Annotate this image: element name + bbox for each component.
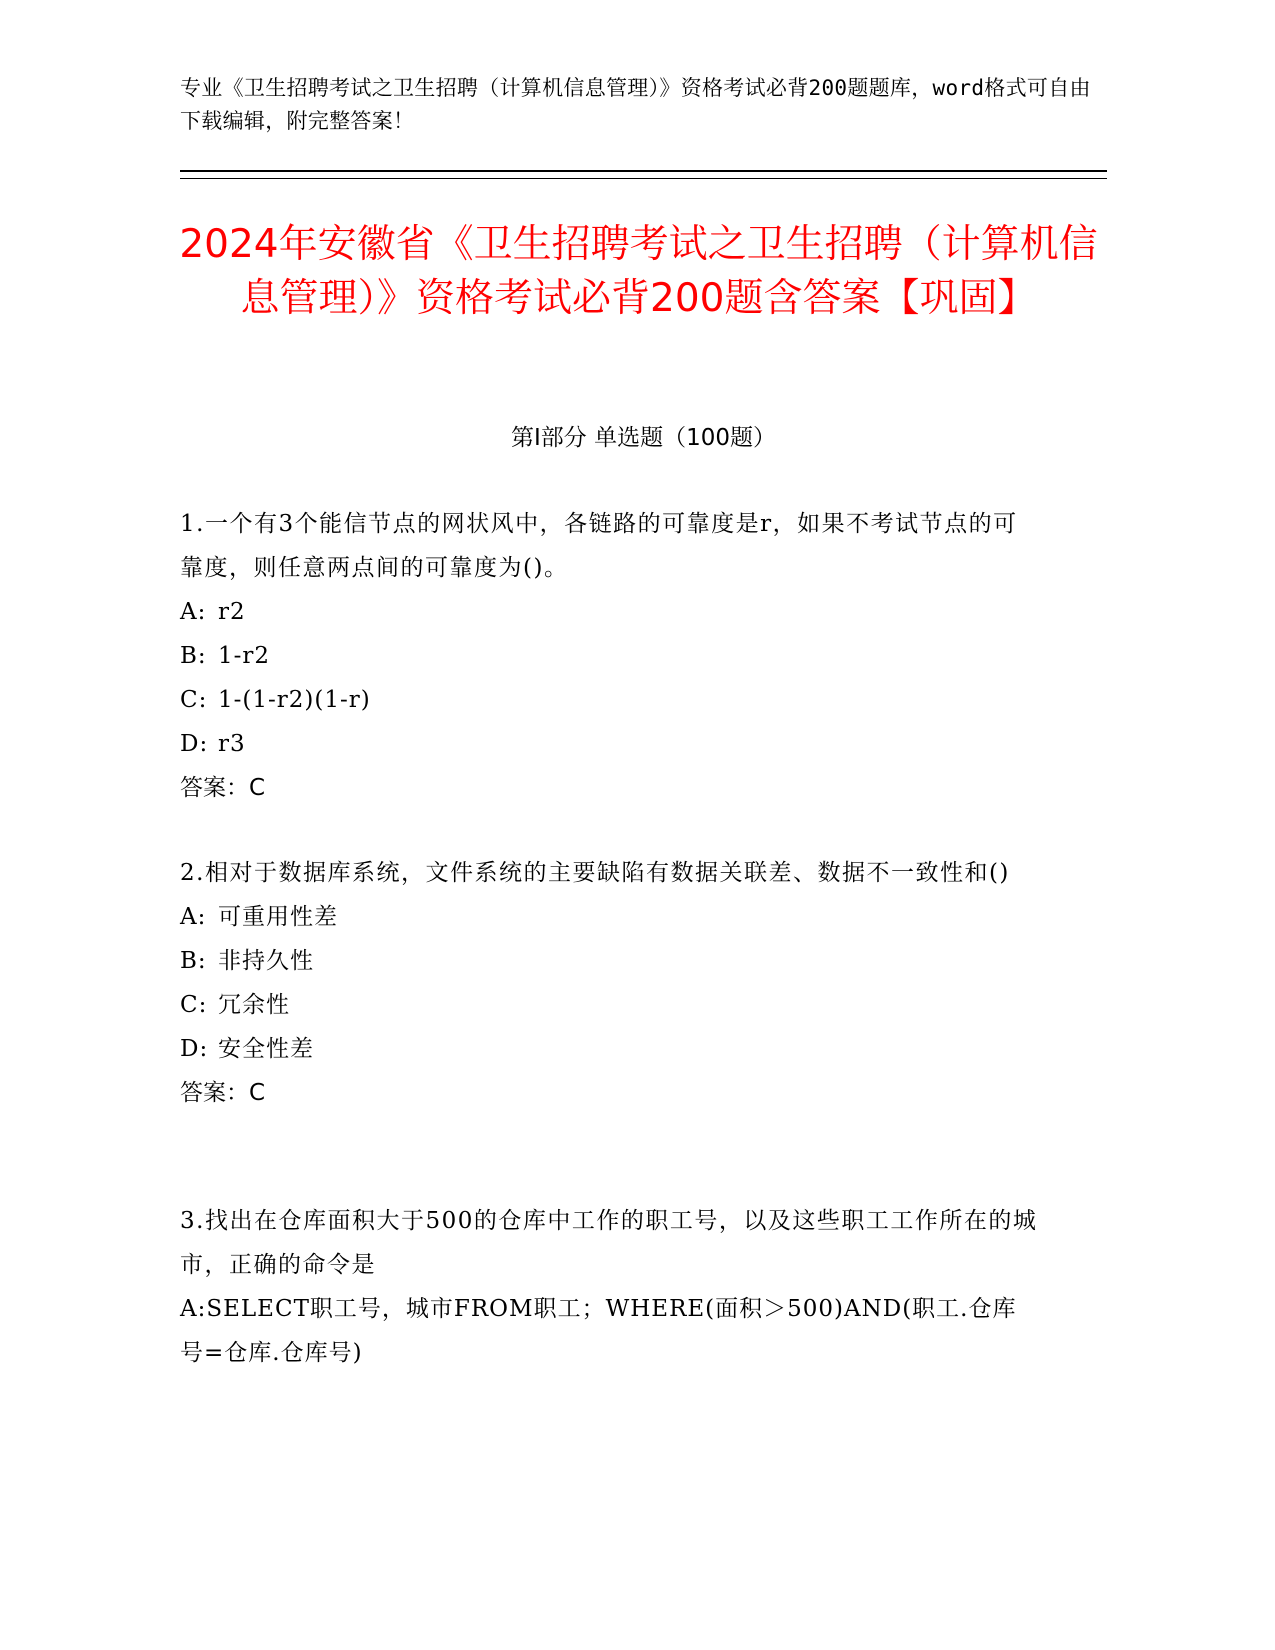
option-d [180,722,1040,766]
option-text: 冗余性 [218,992,290,1018]
document-title: 2024年安徽省《卫生招聘考试之卫生招聘（计算机信息管理）》资格考试必背200题含答案【巩固】 [179,222,1098,321]
option-letter: A: [180,599,207,625]
question-2 [180,851,1040,1115]
option-text: SELECT职工号，城市FROM职工；WHERE(面积＞500)AND(职工.仓库号=仓库.仓库号) [180,1296,1017,1366]
question-stem: 3.找出在仓库面积大于500的仓库中工作的职工号，以及这些职工工作所在的城市，正确的命令是 [180,1208,1038,1278]
option-text: r3 [218,731,246,757]
option-a [180,1287,1040,1375]
answer-line: 答案：C [180,1080,266,1106]
option-letter: B: [180,643,207,669]
option-c [180,678,1040,722]
answer-line: 答案：C [180,775,266,801]
option-text: 安全性差 [218,1036,314,1062]
option-text: r2 [218,599,246,625]
option-c [180,983,1040,1027]
option-text: 可重用性差 [218,904,338,930]
option-text: 1-(1-r2)(1-r) [218,687,371,713]
option-letter: D: [180,731,209,757]
question-stem: 2.相对于数据库系统，文件系统的主要缺陷有数据关联差、数据不一致性和() [180,860,1010,886]
option-a [180,590,1040,634]
question-1 [180,502,1040,810]
question-3 [180,1199,1040,1375]
option-d [180,1027,1040,1071]
option-b [180,634,1040,678]
option-a [180,895,1040,939]
option-text: 非持久性 [218,948,314,974]
header-divider [180,170,1107,179]
header-note: 专业《卫生招聘考试之卫生招聘（计算机信息管理）》资格考试必背200题题库，word格式可自由下载编辑，附完整答案！ [180,76,1091,133]
section-heading: 第I部分 单选题（100题） [511,425,776,451]
option-text: 1-r2 [218,643,271,669]
option-letter: C: [180,687,208,713]
option-b [180,939,1040,983]
option-letter: A: [180,904,207,930]
option-letter: A: [180,1296,207,1322]
option-letter: D: [180,1036,209,1062]
option-letter: C: [180,992,208,1018]
question-stem: 1.一个有3个能信节点的网状风中，各链路的可靠度是r，如果不考试节点的可靠度，则任意两点间的可靠度为()。 [180,511,1018,581]
option-letter: B: [180,948,207,974]
